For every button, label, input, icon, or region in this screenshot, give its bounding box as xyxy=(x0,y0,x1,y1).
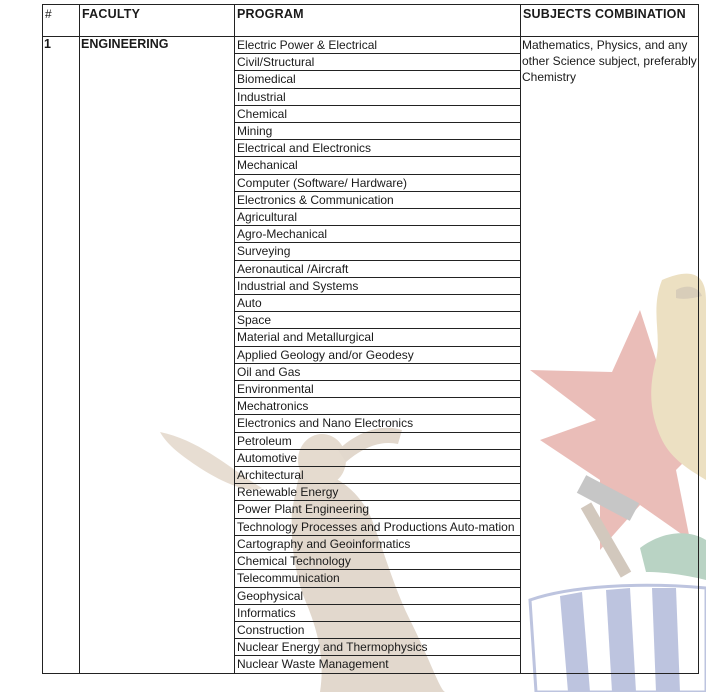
program-item: Electronics & Communication xyxy=(235,192,520,209)
program-item: Agro-Mechanical xyxy=(235,226,520,243)
program-item: Automotive xyxy=(235,450,520,467)
program-item: Nuclear Waste Management xyxy=(237,657,389,672)
program-item: Computer (Software/ Hardware) xyxy=(235,175,520,192)
header-number: # xyxy=(43,5,80,37)
program-item: Electric Power & Electrical xyxy=(235,37,520,54)
program-item: Applied Geology and/or Geodesy xyxy=(235,347,520,364)
program-item: Space xyxy=(235,312,520,329)
program-item: Petroleum xyxy=(235,433,520,450)
program-cell xyxy=(235,37,521,674)
program-item: Surveying xyxy=(235,243,520,260)
program-item: Agricultural xyxy=(235,209,520,226)
program-item: Material and Metallurgical xyxy=(235,329,520,346)
subjects-combination: Mathematics, Physics, and any other Science subject, preferably Chemistry xyxy=(521,37,699,674)
program-item: Mechanical xyxy=(235,157,520,174)
program-item: Industrial and Systems xyxy=(235,278,520,295)
program-item: Construction xyxy=(235,622,520,639)
program-item: Electronics and Nano Electronics xyxy=(235,415,520,432)
program-item: Technology Processes and Productions Auto-mation xyxy=(235,519,520,536)
program-item: Renewable Energy xyxy=(235,484,520,501)
program-item: Electrical and Electronics xyxy=(235,140,520,157)
faculty-program-table xyxy=(42,4,699,674)
header-program: PROGRAM xyxy=(235,5,521,37)
table-row xyxy=(43,37,699,674)
program-item: Mining xyxy=(235,123,520,140)
program-item: Biomedical xyxy=(235,71,520,88)
header-faculty: FACULTY xyxy=(80,5,235,37)
program-item: Auto xyxy=(235,295,520,312)
program-item: Telecommunication xyxy=(235,570,520,587)
program-list xyxy=(235,37,520,673)
program-item: Nuclear Energy and Thermophysics xyxy=(235,639,520,656)
header-subjects-combination: SUBJECTS COMBINATION xyxy=(521,5,699,37)
program-item: Architectural xyxy=(235,467,520,484)
program-item: Geophysical xyxy=(235,588,520,605)
faculty-name: ENGINEERING xyxy=(80,37,235,674)
program-item: Power Plant Engineering xyxy=(235,501,520,518)
program-item: Informatics xyxy=(235,605,520,622)
program-item: Industrial xyxy=(235,89,520,106)
program-item: Cartography and Geoinformatics xyxy=(235,536,520,553)
program-item: Chemical xyxy=(235,106,520,123)
program-item: Civil/Structural xyxy=(235,54,520,71)
program-item: Chemical Technology xyxy=(235,553,520,570)
table-header-row xyxy=(43,5,699,37)
program-item: Environmental xyxy=(235,381,520,398)
program-item: Aeronautical /Aircraft xyxy=(235,261,520,278)
program-item: Oil and Gas xyxy=(235,364,520,381)
program-item: Mechatronics xyxy=(235,398,520,415)
row-number: 1 xyxy=(43,37,80,674)
